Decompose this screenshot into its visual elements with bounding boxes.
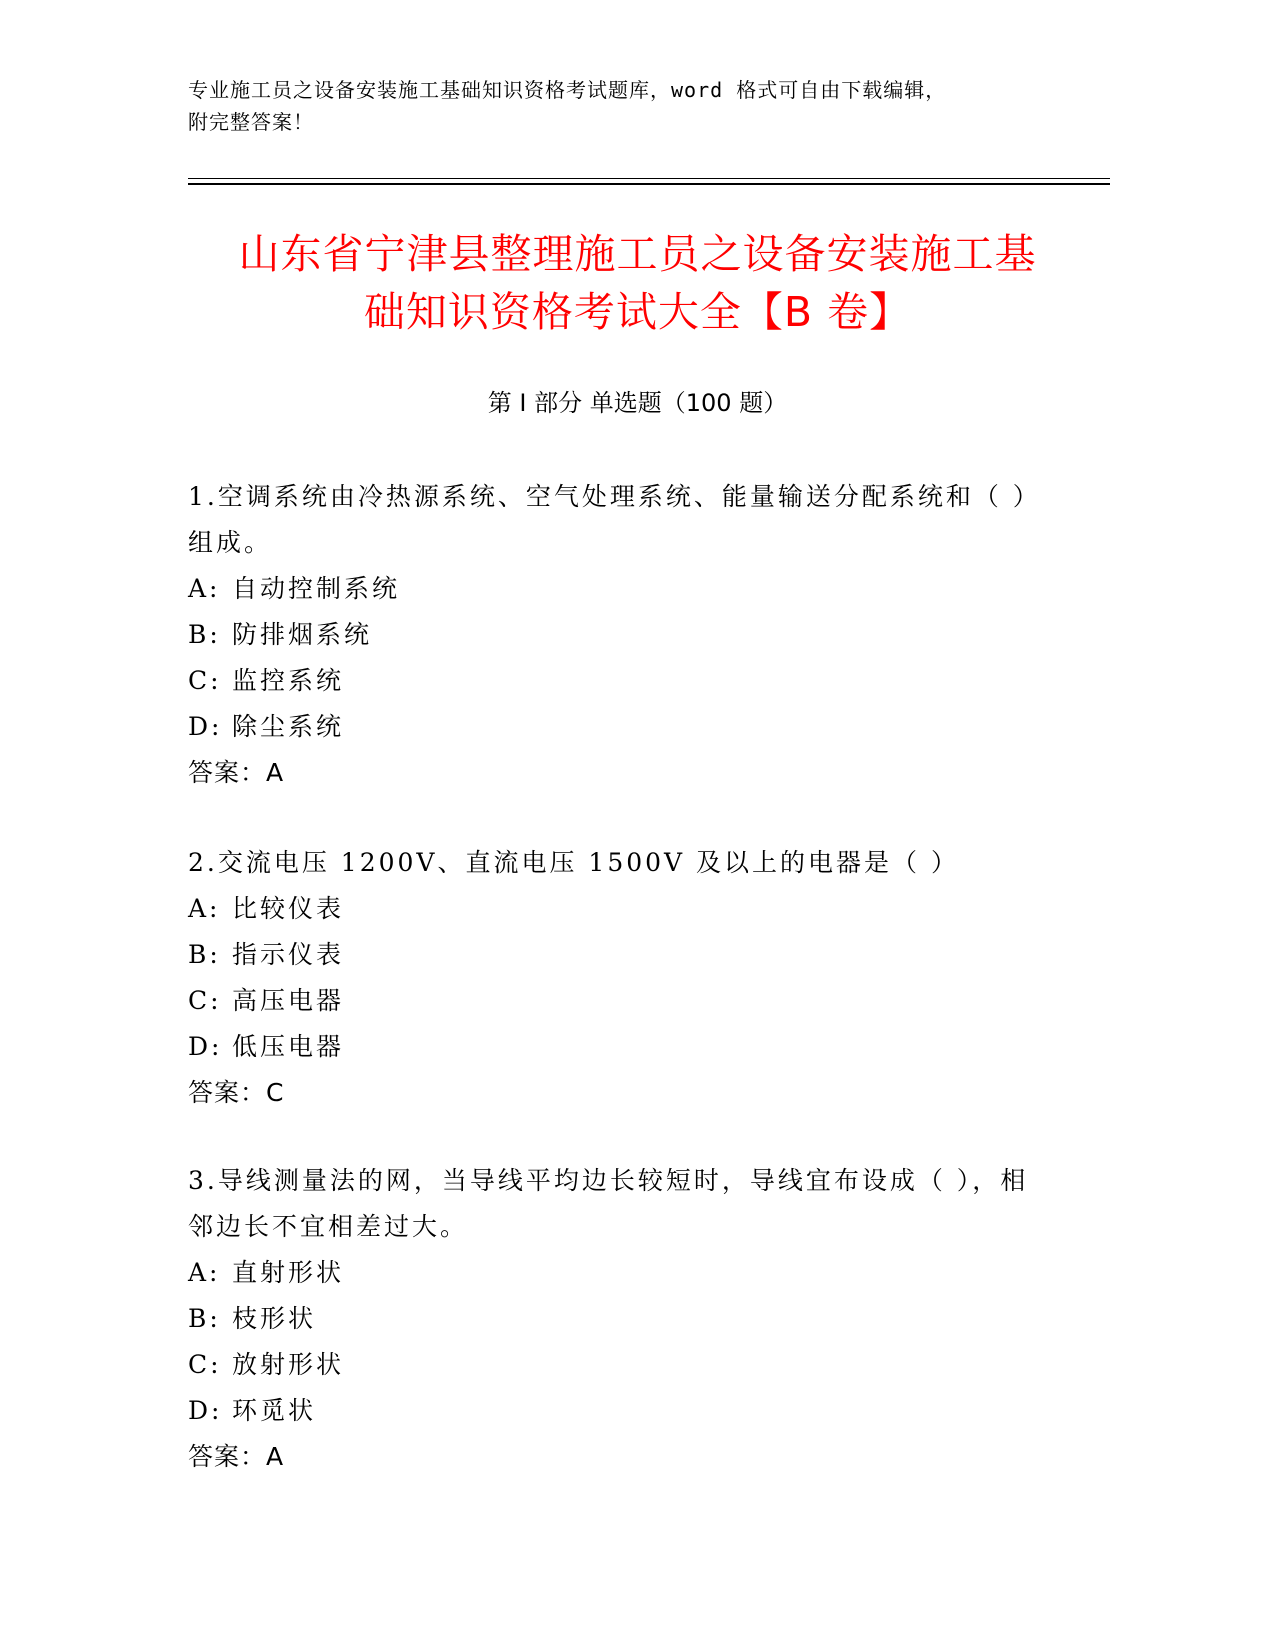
option-d [188, 1024, 1078, 1070]
option-letter: B: [188, 620, 221, 649]
answer-line: 答案：A [188, 1442, 285, 1471]
question-stem [188, 1158, 1078, 1250]
option-c [188, 978, 1078, 1024]
option-text: 监控系统 [232, 666, 345, 695]
option-text: 环觅状 [232, 1396, 317, 1425]
header-note-line2: 附完整答案！ [188, 110, 314, 134]
question-3 [188, 1158, 1078, 1480]
option-text: 低压电器 [232, 1032, 345, 1061]
option-d [188, 1388, 1078, 1434]
option-text: 指示仪表 [232, 940, 345, 969]
option-letter: A: [188, 894, 221, 923]
option-b [188, 1296, 1078, 1342]
option-letter: C: [188, 986, 222, 1015]
option-letter: D: [188, 1396, 223, 1425]
header-divider-thin [188, 178, 1110, 179]
document-title-line1: 山东省宁津县整理施工员之设备安装施工基 [238, 230, 1037, 278]
question-stem-line1: 2.交流电压 1200V、直流电压 1500V 及以上的电器是（ ） [188, 848, 959, 877]
header-note-line1: 专业施工员之设备安装施工基础知识资格考试题库，word 格式可自由下载编辑， [188, 78, 947, 102]
option-letter: C: [188, 1350, 222, 1379]
option-text: 枝形状 [232, 1304, 317, 1333]
option-b [188, 612, 1078, 658]
header-divider-thick [188, 183, 1110, 185]
option-letter: D: [188, 712, 223, 741]
option-letter: D: [188, 1032, 223, 1061]
option-text: 比较仪表 [232, 894, 345, 923]
option-text: 自动控制系统 [232, 574, 401, 603]
question-stem-line2: 邻边长不宜相差过大。 [188, 1212, 469, 1241]
option-letter: A: [188, 1258, 221, 1287]
option-text: 除尘系统 [232, 712, 345, 741]
question-stem [188, 474, 1078, 566]
option-d [188, 704, 1078, 750]
option-a [188, 886, 1078, 932]
option-text: 直射形状 [232, 1258, 345, 1287]
section-title: 第 I 部分 单选题（100 题） [487, 389, 788, 417]
answer-line: 答案：C [188, 1078, 285, 1107]
question-stem-line2: 组成。 [188, 528, 273, 557]
question-stem-line1: 1.空调系统由冷热源系统、空气处理系统、能量输送分配系统和（ ） [188, 482, 1041, 511]
option-text: 高压电器 [232, 986, 345, 1015]
question-1 [188, 474, 1078, 796]
option-letter: B: [188, 1304, 221, 1333]
question-stem-line1: 3.导线测量法的网，当导线平均边长较短时，导线宜布设成（ ），相 [188, 1166, 1029, 1195]
option-c [188, 1342, 1078, 1388]
document-title-line2: 础知识资格考试大全【B 卷】 [363, 288, 912, 336]
option-a [188, 566, 1078, 612]
document-title [150, 225, 1125, 341]
question-stem [188, 840, 1078, 886]
option-b [188, 932, 1078, 978]
option-letter: C: [188, 666, 222, 695]
option-text: 防排烟系统 [232, 620, 373, 649]
option-letter: A: [188, 574, 221, 603]
question-2 [188, 840, 1078, 1116]
option-a [188, 1250, 1078, 1296]
option-c [188, 658, 1078, 704]
header-note [188, 74, 1088, 138]
answer-line: 答案：A [188, 758, 285, 787]
option-letter: B: [188, 940, 221, 969]
option-text: 放射形状 [232, 1350, 345, 1379]
